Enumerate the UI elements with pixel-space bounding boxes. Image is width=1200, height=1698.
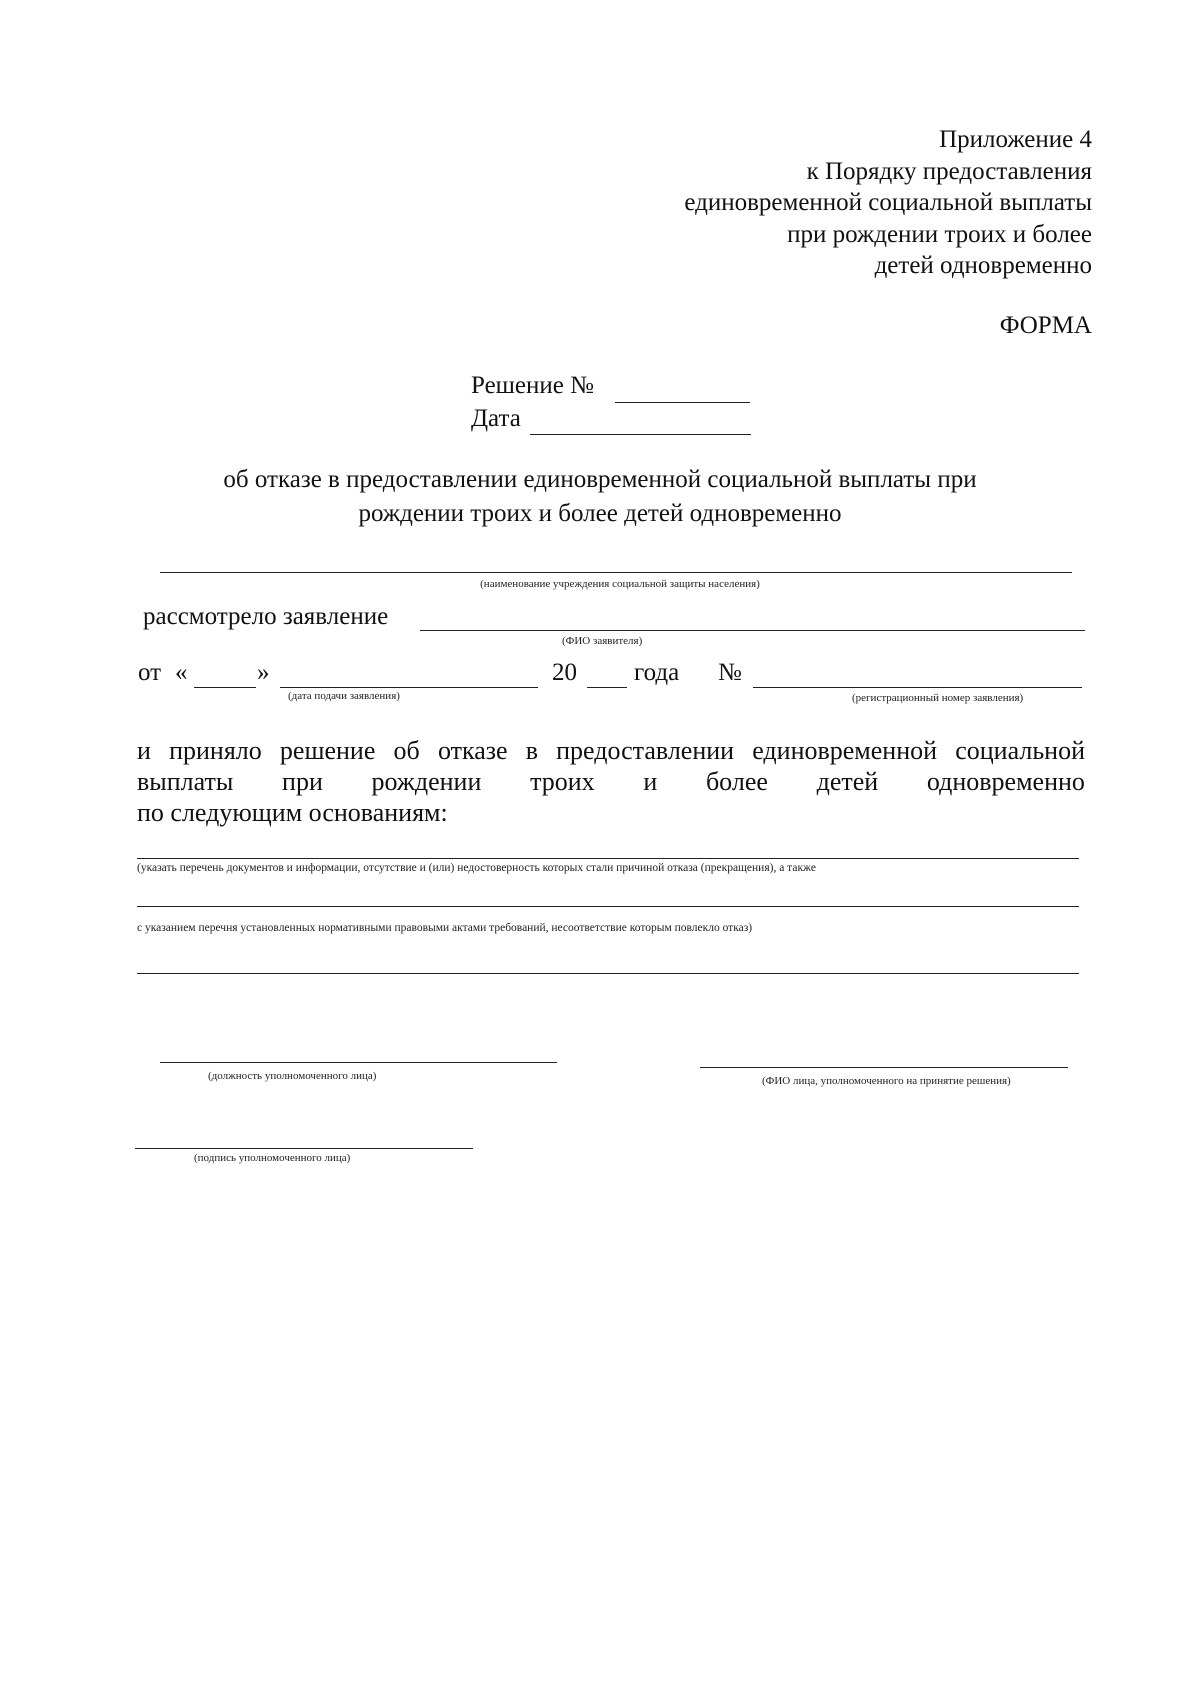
open-quote: « [175,659,188,686]
registration-caption: (регистрационный номер заявления) [852,692,1024,704]
document-title-line1: об отказе в предоставлении единовременной социальной выплаты при [223,466,977,493]
grounds-field-2[interactable] [137,906,1079,907]
reviewed-label: рассмотрело заявление [143,603,389,630]
year-field[interactable] [587,687,627,688]
word: более [705,767,768,796]
decision-text-line3: по следующим основаниям: [137,798,448,827]
year-label: года [634,659,680,686]
institution-field[interactable] [160,572,1072,573]
word: одновременно [926,767,1085,796]
word: предоставлении [556,736,735,765]
document-title-line2: рождении троих и более детей одновременно [358,500,842,527]
appendix-line: к Порядку предоставления [806,157,1092,185]
decision-date-label: Дата [471,405,521,432]
word: и [643,767,658,796]
word: троих [530,767,595,796]
word: выплаты [137,767,234,796]
from-label: от [138,659,162,686]
number-sign: № [718,659,742,686]
grounds-field-1[interactable] [137,858,1079,859]
word: об [393,736,420,765]
appendix-line: при рождении троих и более [787,220,1092,248]
decision-number-label: Решение № [471,372,594,399]
decision-text-line1 [137,736,1085,766]
institution-caption: (наименование учреждения социальной защиты населения) [480,578,760,590]
position-field[interactable] [160,1062,557,1063]
decision-number-field[interactable] [615,402,750,403]
registration-number-field[interactable] [753,687,1082,688]
grounds-caption-1: (указать перечень документов и информации, отсутствие и (или) недостоверность которых стали причиной отказа (прекращения), а также [137,862,816,874]
word: при [282,767,323,796]
word: единовременной [752,736,938,765]
month-field[interactable] [280,687,538,688]
form-label: ФОРМА [999,312,1092,339]
word: рождении [371,767,482,796]
word: в [525,736,538,765]
grounds-field-3[interactable] [137,973,1079,974]
applicant-name-field[interactable] [420,630,1085,631]
decision-date-field[interactable] [530,434,751,435]
authorized-name-caption: (ФИО лица, уполномоченного на принятие решения) [762,1075,1011,1087]
appendix-line: детей одновременно [874,252,1092,279]
grounds-caption-2: с указанием перечня установленных нормативными правовыми актами требований, несоответствие которым повлекло отказ) [137,922,753,934]
word: и [137,736,151,765]
year-prefix: 20 [552,659,577,686]
word: отказе [437,736,508,765]
word: детей [816,767,879,796]
date-caption: (дата подачи заявления) [288,690,400,702]
position-caption: (должность уполномоченного лица) [208,1070,377,1082]
signature-caption: (подпись уполномоченного лица) [194,1152,351,1164]
authorized-name-field[interactable] [700,1067,1068,1068]
word: социальной [955,736,1085,765]
word: решение [279,736,376,765]
close-quote: » [257,659,270,686]
appendix-header [684,124,1092,282]
applicant-caption: (ФИО заявителя) [562,635,643,647]
appendix-line: единовременной социальной выплаты [684,189,1092,216]
signature-field[interactable] [135,1148,473,1149]
word: приняло [169,736,262,765]
appendix-line: Приложение 4 [939,126,1092,153]
day-field[interactable] [194,687,256,688]
decision-text-line2 [137,767,1085,797]
